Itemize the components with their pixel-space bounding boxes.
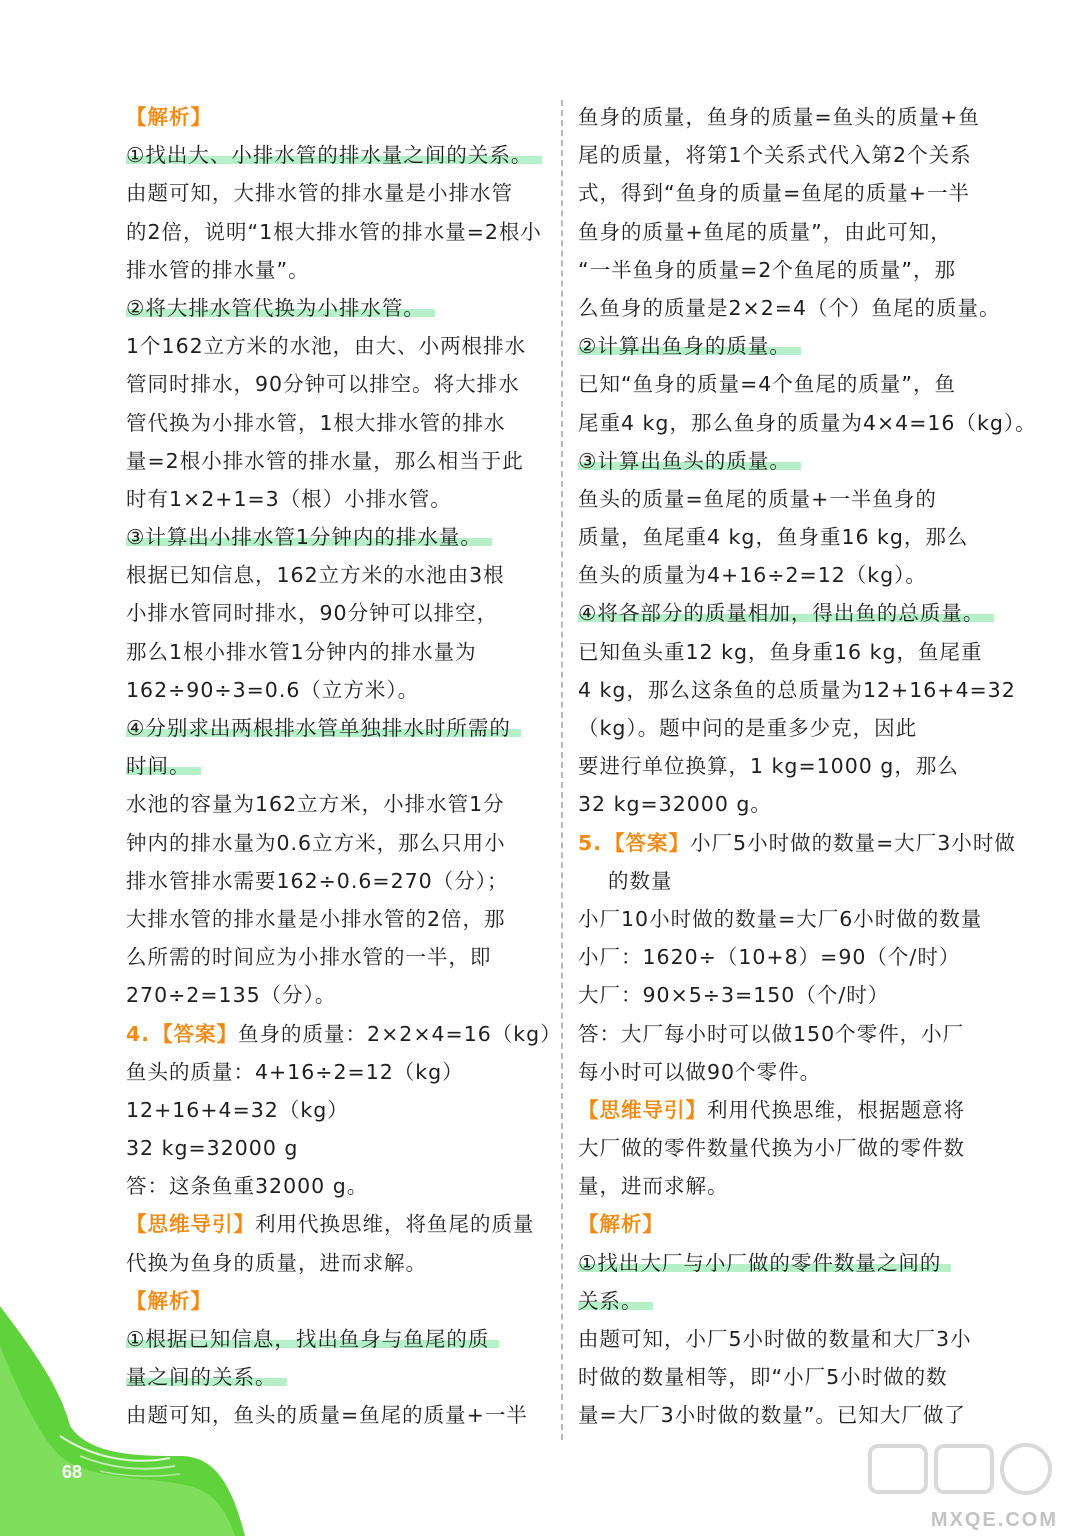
line-text: 量，进而求解。	[578, 1174, 729, 1199]
line-text: 鱼身的质量+鱼尾的质量”，由此可知，	[578, 219, 952, 244]
line-text: 已知鱼头重12 kg，鱼身重16 kg，鱼尾重	[578, 639, 983, 664]
line-text: 鱼身的质量：2×2×4=16（kg）	[238, 1021, 562, 1046]
text-line	[126, 862, 546, 900]
text-line	[126, 327, 546, 365]
text-line	[578, 98, 1026, 136]
text-line	[126, 556, 546, 594]
line-text: 式，得到“鱼身的质量=鱼尾的质量+一半	[578, 181, 970, 206]
text-line	[578, 480, 1026, 518]
section-tag: 【思维导引】	[578, 1097, 707, 1122]
text-line	[578, 594, 1026, 632]
text-line	[126, 594, 546, 632]
text-line	[578, 785, 1026, 823]
text-line	[578, 1167, 1026, 1205]
text-line	[578, 1320, 1026, 1358]
text-line	[578, 1244, 1026, 1282]
text-line	[578, 709, 1026, 747]
text-line	[126, 709, 546, 747]
highlighted-step: ③计算出鱼头的质量。	[578, 449, 801, 473]
line-text: 的2倍，说明“1根大排水管的排水量=2根小	[126, 219, 542, 244]
text-line	[126, 671, 546, 709]
line-text: 钟内的排水量为0.6立方米，那么只用小	[126, 830, 506, 855]
highlighted-step: 量之间的关系。	[126, 1365, 287, 1389]
text-line	[578, 136, 1026, 174]
line-text: 答：这条鱼重32000 g。	[126, 1174, 369, 1199]
text-line	[126, 900, 546, 938]
highlighted-step: 时间。	[126, 754, 201, 778]
page-number: 68	[62, 1462, 83, 1482]
section-tag: 【解析】	[578, 1212, 664, 1237]
line-text: 鱼身的质量，鱼身的质量=鱼头的质量+鱼	[578, 105, 980, 129]
text-line	[578, 671, 1026, 709]
text-line	[126, 1205, 546, 1243]
left-column	[126, 98, 562, 1435]
highlighted-step: ②将大排水管代换为小排水管。	[126, 296, 435, 320]
text-line	[578, 251, 1026, 289]
line-text: 12+16+4=32（kg）	[126, 1097, 349, 1122]
text-line	[126, 136, 546, 174]
text-line	[126, 442, 546, 480]
text-line	[126, 1244, 546, 1282]
line-text: 管代换为小排水管，1根大排水管的排水	[126, 410, 506, 435]
highlighted-step: ②计算出鱼身的质量。	[578, 334, 801, 358]
text-line	[578, 633, 1026, 671]
text-line	[126, 1091, 546, 1129]
line-text: 162÷90÷3=0.6（立方米）。	[126, 677, 420, 702]
text-line	[126, 976, 546, 1014]
line-text: 由题可知，小厂5小时做的数量和大厂3小	[578, 1327, 972, 1351]
line-text: 根据已知信息，162立方米的水池由3根	[126, 563, 505, 588]
text-line	[578, 1205, 1026, 1243]
text-line	[578, 1129, 1026, 1167]
text-line	[126, 404, 546, 442]
text-line	[578, 289, 1026, 327]
highlighted-step: ①找出大厂与小厂做的零件数量之间的	[578, 1251, 951, 1275]
text-line	[578, 1053, 1026, 1091]
highlighted-step: ①根据已知信息，找出鱼身与鱼尾的质	[126, 1327, 499, 1351]
text-line	[578, 747, 1026, 785]
line-text: 小厂10小时做的数量=大厂6小时做的数量	[578, 906, 983, 931]
highlighted-step: ④将各部分的质量相加，得出鱼的总质量。	[578, 601, 994, 625]
line-text: 代换为鱼身的质量，进而求解。	[126, 1250, 427, 1275]
text-line	[126, 747, 546, 785]
text-line	[578, 1091, 1026, 1129]
section-tag: 【解析】	[126, 105, 212, 129]
text-line	[126, 365, 546, 403]
line-text: 大排水管的排水量是小排水管的2倍，那	[126, 906, 506, 931]
text-line	[126, 633, 546, 671]
line-text: 鱼头的质量为4+16÷2=12（kg）。	[578, 563, 927, 588]
section-tag: 【答案】	[604, 830, 691, 855]
text-line	[578, 556, 1026, 594]
line-text: 水池的容量为162立方米，小排水管1分	[126, 792, 505, 817]
highlighted-step: 关系。	[578, 1289, 653, 1313]
line-text: 270÷2=135（分）。	[126, 983, 337, 1008]
text-line	[578, 518, 1026, 556]
text-line	[126, 98, 546, 136]
line-text: 尾的质量，将第1个关系式代入第2个关系	[578, 143, 972, 168]
text-line	[126, 251, 546, 289]
line-text: 小排水管同时排水，90分钟可以排空，	[126, 601, 499, 626]
text-line	[578, 365, 1026, 403]
question-number: 4.	[126, 1021, 151, 1046]
line-text: 32 kg=32000 g	[126, 1136, 299, 1161]
line-text: 尾重4 kg，那么鱼身的质量为4×4=16（kg）。	[578, 410, 1037, 435]
line-text: 4 kg，那么这条鱼的总质量为12+16+4=32	[578, 677, 1016, 702]
line-text: 小厂：1620÷（10+8）=90（个/时）	[578, 945, 961, 970]
line-text: 答：大厂每小时可以做150个零件，小厂	[578, 1021, 965, 1046]
text-line	[578, 862, 1026, 900]
highlighted-step: ①找出大、小排水管的排水量之间的关系。	[126, 143, 542, 167]
text-line	[126, 824, 546, 862]
line-text: 大厂做的零件数量代换为小厂做的零件数	[578, 1136, 965, 1161]
text-line	[578, 824, 1026, 862]
line-text: 利用代换思维，将鱼尾的质量	[255, 1212, 535, 1237]
column-divider	[561, 100, 563, 1440]
highlighted-step: ③计算出小排水管1分钟内的排水量。	[126, 525, 492, 549]
text-line	[126, 518, 546, 556]
line-text: 质量，鱼尾重4 kg，鱼身重16 kg，那么	[578, 525, 969, 550]
line-text: 时做的数量相等，即“小厂5小时做的数	[578, 1365, 948, 1390]
text-line	[578, 327, 1026, 365]
right-column	[578, 98, 1037, 1435]
line-text: “一半鱼身的质量=2个鱼尾的质量”，那	[578, 257, 956, 282]
line-text: 由题可知，大排水管的排水量是小排水管	[126, 181, 513, 206]
text-line	[126, 785, 546, 823]
text-line	[578, 1282, 1026, 1320]
section-tag: 【思维导引】	[126, 1212, 255, 1237]
text-line	[578, 900, 1026, 938]
text-line	[578, 938, 1026, 976]
green-leaf-decoration-icon	[0, 1306, 260, 1536]
text-line	[578, 442, 1026, 480]
line-text: 么所需的时间应为小排水管的一半，即	[126, 945, 492, 970]
question-number: 5.	[578, 830, 603, 855]
line-text: 鱼头的质量：4+16÷2=12（kg）	[126, 1059, 464, 1084]
section-tag: 【解析】	[126, 1288, 212, 1313]
line-text: 排水管排水需要162÷0.6=270（分）；	[126, 868, 509, 893]
text-line	[126, 289, 546, 327]
text-line	[578, 1358, 1026, 1396]
line-text: 要进行单位换算，1 kg=1000 g，那么	[578, 754, 959, 779]
line-text: 大厂：90×5÷3=150（个/时）	[578, 983, 890, 1008]
text-line	[578, 404, 1037, 442]
watermark-text: MXQE.COM	[930, 1509, 1058, 1531]
line-text: （kg）。题中问的是重多少克，因此	[578, 716, 918, 740]
line-text: 的数量	[608, 868, 673, 893]
line-text: 由题可知，鱼头的质量=鱼尾的质量+一半	[126, 1403, 528, 1428]
line-text: 1个162立方米的水池，由大、小两根排水	[126, 334, 527, 359]
line-text: 管同时排水，90分钟可以排空。将大排水	[126, 372, 520, 397]
text-line	[126, 938, 546, 976]
text-line	[126, 174, 546, 212]
line-text: 每小时可以做90个零件。	[578, 1059, 822, 1084]
line-text: 时有1×2+1=3（根）小排水管。	[126, 486, 452, 511]
line-text: 排水管的排水量”。	[126, 257, 310, 282]
text-line	[126, 1053, 546, 1091]
text-line	[126, 1167, 546, 1205]
line-text: 量=2根小排水管的排水量，那么相当于此	[126, 448, 524, 473]
line-text: 量=大厂3小时做的数量”。已知大厂做了	[578, 1403, 966, 1428]
line-text: 么鱼身的质量是2×2=4（个）鱼尾的质量。	[578, 295, 1001, 320]
text-line	[126, 213, 546, 251]
text-line	[126, 1015, 562, 1053]
line-text: 已知“鱼身的质量=4个鱼尾的质量”，鱼	[578, 372, 956, 397]
line-text: 小厂5小时做的数量=大厂3小时做	[690, 830, 1016, 855]
text-line	[578, 976, 1026, 1014]
text-line	[578, 1015, 1026, 1053]
line-text: 32 kg=32000 g。	[578, 792, 772, 817]
line-text: 利用代换思维，根据题意将	[707, 1097, 965, 1122]
section-tag: 【答案】	[152, 1021, 239, 1046]
text-line	[578, 174, 1026, 212]
highlighted-step: ④分别求出两根排水管单独排水时所需的	[126, 716, 521, 740]
text-line	[578, 1396, 1026, 1434]
text-line	[578, 213, 1026, 251]
text-line	[126, 480, 546, 518]
text-line	[126, 1129, 546, 1167]
line-text: 那么1根小排水管1分钟内的排水量为	[126, 639, 477, 664]
line-text: 鱼头的质量=鱼尾的质量+一半鱼身的	[578, 486, 937, 511]
